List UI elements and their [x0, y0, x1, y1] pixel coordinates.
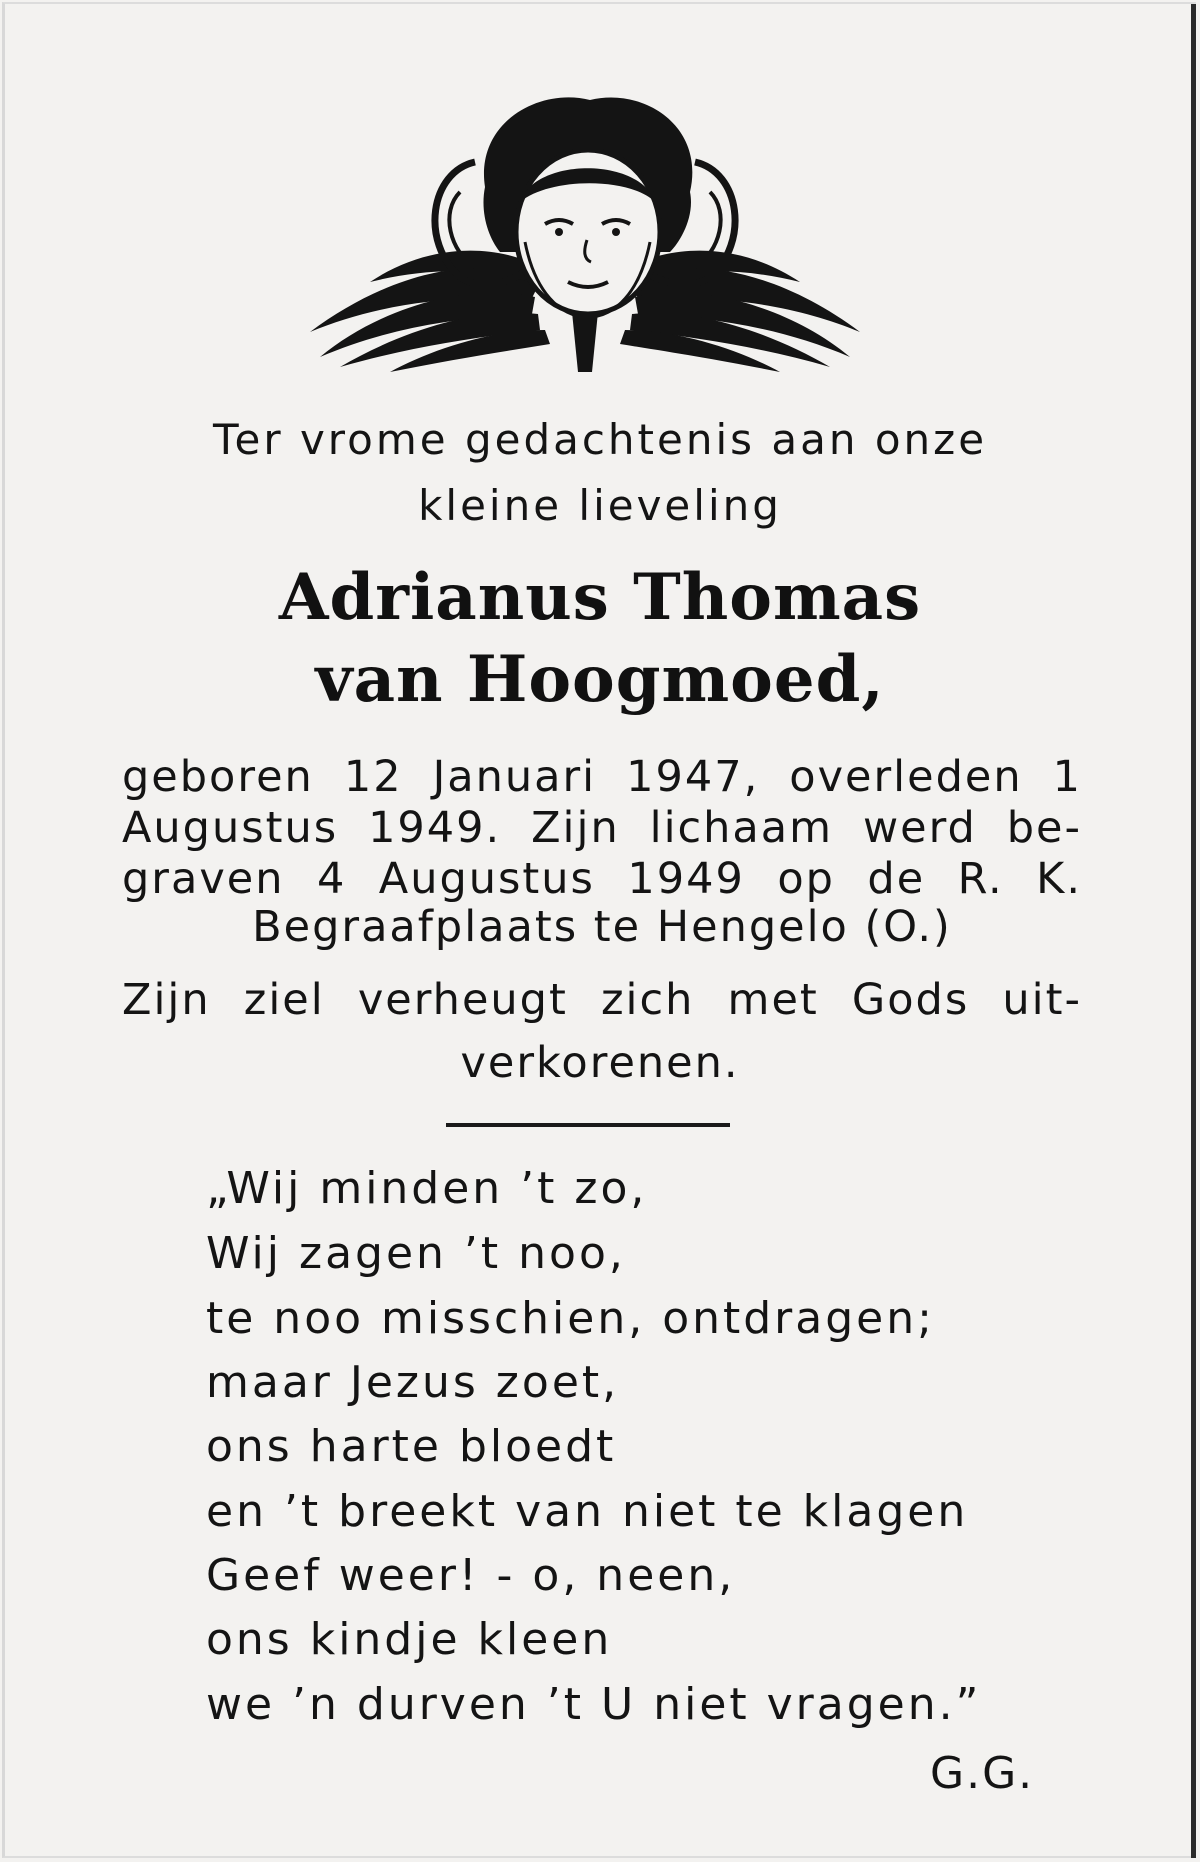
divider [446, 1123, 730, 1127]
soul-line-1: Zijn ziel verheugt zich met Gods uit- [122, 975, 1082, 1025]
poem-line-6: en ’t breekt van niet te klagen [206, 1486, 969, 1537]
poem-line-3: te noo misschien, ontdragen; [206, 1293, 935, 1344]
intro-line-2: kleine lieveling [418, 481, 782, 530]
card-edge [1191, 4, 1196, 1858]
poem-line-2: Wij zagen ’t noo, [206, 1228, 626, 1279]
soul-line-2: verkorenen. [460, 1038, 740, 1088]
poem-line-9: we ’n durven ’t U niet vragen.” [206, 1679, 982, 1730]
poem-line-8: ons kindje kleen [206, 1614, 613, 1665]
intro-line-1: Ter vrome gedachtenis aan onze [212, 415, 988, 464]
deceased-name-line-1: Adrianus Thomas [278, 560, 922, 635]
poem-line-1: „Wij minden ’t zo, [206, 1163, 648, 1214]
bio-line-3: graven 4 Augustus 1949 op de R. K. [122, 854, 1082, 904]
poem-line-7: Geef weer! - o, neen, [206, 1550, 736, 1601]
signature: G.G. [930, 1748, 1035, 1799]
bio-line-4: Begraafplaats te Hengelo (O.) [252, 902, 952, 952]
deceased-name-line-2: van Hoogmoed, [315, 642, 885, 717]
poem-line-5: ons harte bloedt [206, 1421, 617, 1472]
bio-line-1: geboren 12 Januari 1947, overleden 1 [122, 752, 1082, 802]
cherub-with-wings-icon [300, 92, 870, 372]
bio-line-2: Augustus 1949. Zijn lichaam werd be- [122, 803, 1082, 853]
poem-line-4: maar Jezus zoet, [206, 1357, 620, 1408]
